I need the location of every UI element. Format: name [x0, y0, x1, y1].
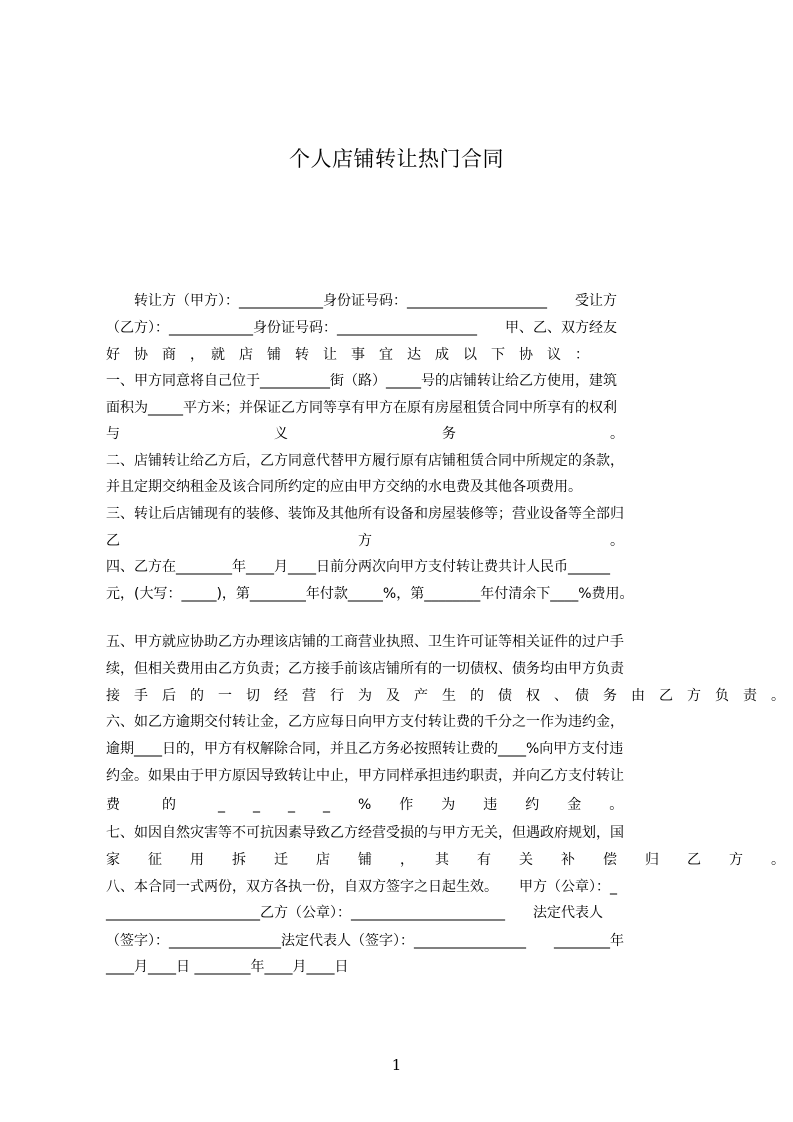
body-line-23: ______________________乙方（公章）：______________________ 法定代表人 [106, 905, 603, 921]
body-line-12: 元，(大写：_____)，第________年付款_____%，第________年付清余下____%费用。 [106, 586, 634, 602]
body-line-19: 费 的 _ _ _ _ % 作 为 违 约 金 。 [106, 797, 624, 813]
body-line-22: 八、本合同一式两份，双方各执一份，自双方签字之日起生效。 甲方（公章）：_ [106, 879, 617, 895]
body-line-21: 家 征 用 拆 迁 店 铺 ， 其 有 关 补 偿 归 乙 方 。 [106, 852, 785, 868]
body-line-14: 续，但相关费用由乙方负责；乙方接手前该店铺所有的一切债权、债务均由甲方负责 [106, 661, 624, 677]
body-line-24: （签字）：________________法定代表人（签字）：________________ ________年 [106, 933, 624, 949]
body-line-7: 二、店铺转让给乙方后，乙方同意代替甲方履行原有店铺租赁合同中所规定的条款， [106, 453, 624, 469]
body-line-8: 并且定期交纳租金及该合同所约定的应由甲方交纳的水电费及其他各项费用。 [106, 479, 582, 495]
body-line-16: 六、如乙方逾期交付转让金，乙方应每日向甲方支付转让费的千分之一作为违约金， [106, 714, 624, 730]
body-line-11: 四、乙方在________年____月____日前分两次向甲方支付转让费共计人民币______ [106, 559, 610, 575]
body-line-20: 七、如因自然灾害等不可抗因素导致乙方经营受损的与甲方无关，但遇政府规划，国 [106, 825, 624, 841]
body-line-4: 一、甲方同意将自己位于__________街（路）_____号的店铺转让给乙方使用，建筑 [106, 373, 617, 389]
body-line-3: 好 协 商 ， 就 店 铺 转 让 事 宜 达 成 以 下 协 议 ： [106, 347, 589, 363]
body-line-9: 三、转让后店铺现有的装修、装饰及其他所有设备和房屋装修等；营业设备等全部归 [106, 506, 624, 522]
body-line-6: 与 义 务 。 [106, 426, 624, 442]
body-line-2: （乙方）：____________身份证号码：____________________ 甲、乙、双方经友 [106, 320, 617, 336]
body-line-10: 乙 方 。 [106, 533, 624, 549]
body-line-13: 五、甲方就应协助乙方办理该店铺的工商营业执照、卫生许可证等相关证件的过户手 [106, 634, 624, 650]
body-line-5: 面积为_____平方米；并保证乙方同等享有甲方在原有房屋租赁合同中所享有的权利 [106, 400, 617, 416]
document-title: 个人店铺转让热门合同 [289, 147, 504, 171]
body-line-15: 接 手 后 的 一 切 经 营 行 为 及 产 生 的 债 权 、 债 务 由 乙 方 负 责 。 [106, 688, 785, 704]
body-line-17: 逾期____日的，甲方有权解除合同，并且乙方务必按照转让费的____%向甲方支付违 [106, 741, 624, 757]
body-line-1: 转让方（甲方）：____________身份证号码：____________________ 受让方 [106, 293, 617, 309]
body-line-25: ____月____日 ________年____月____日 [106, 959, 349, 975]
page-number: 1 [391, 1056, 402, 1074]
body-line-18: 约金。如果由于甲方原因导致转让中止，甲方同样承担违约职责，并向乙方支付转让 [106, 768, 624, 784]
